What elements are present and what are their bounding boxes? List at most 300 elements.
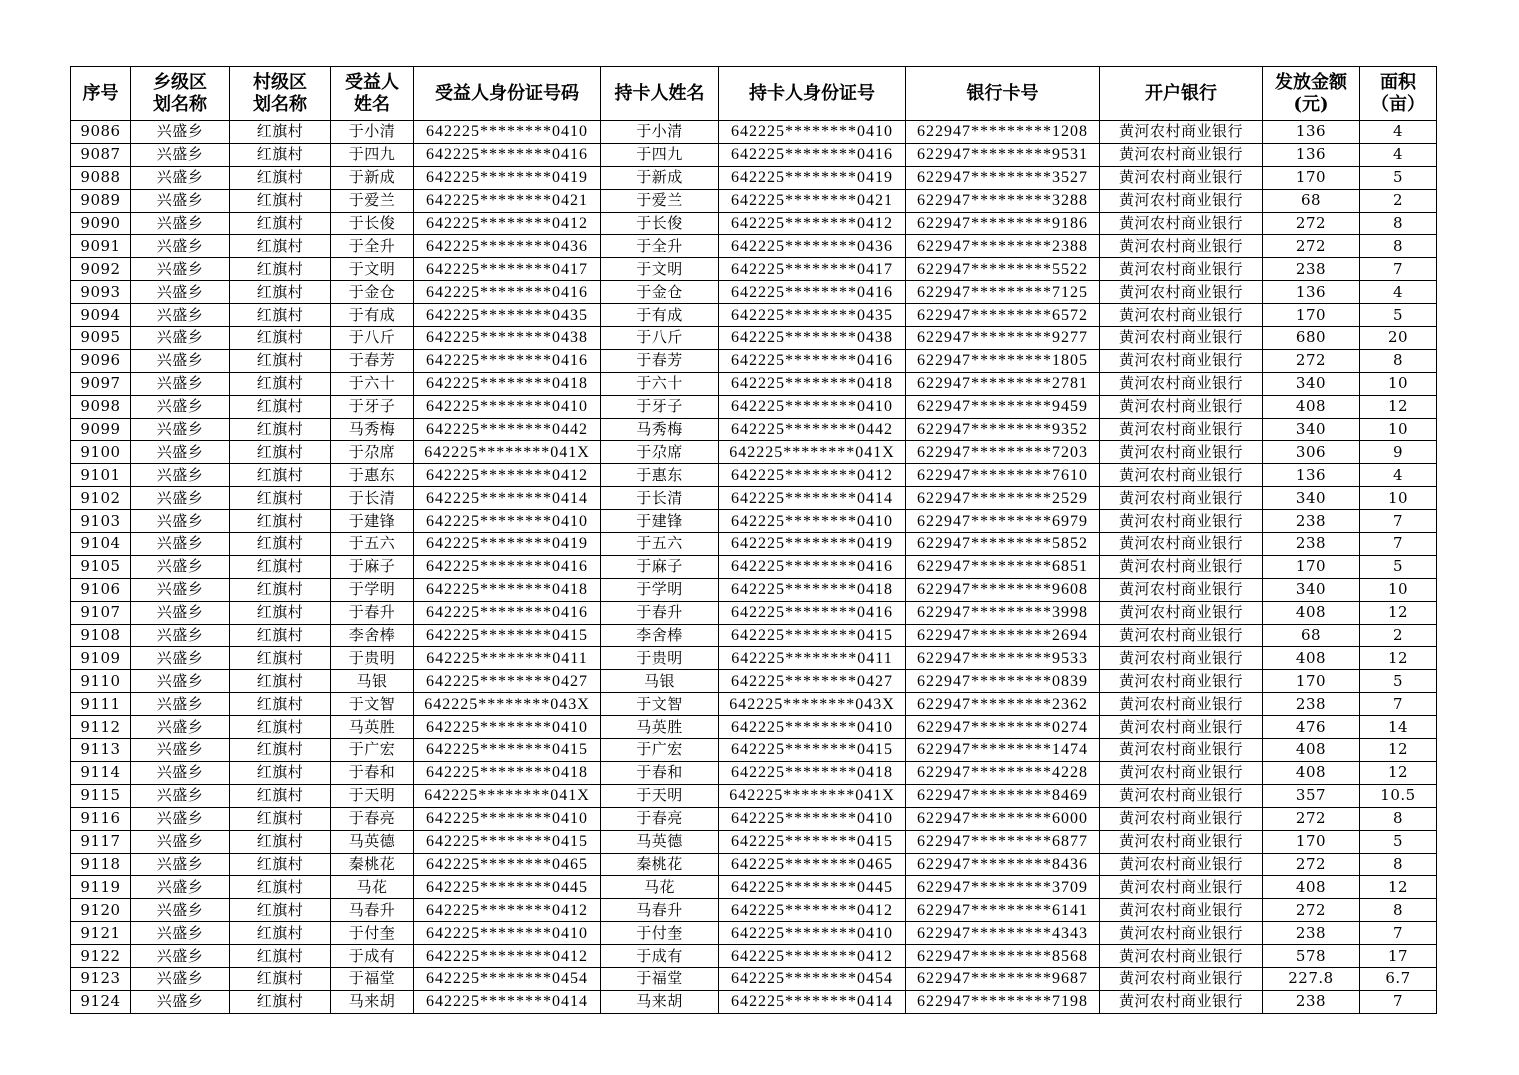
cell-cardholder-id: 642225********0465 — [719, 853, 906, 876]
cell-cardholder-name: 于小清 — [601, 121, 719, 144]
cell-cardholder-id: 642225********0415 — [719, 624, 906, 647]
cell-bank-name: 黄河农村商业银行 — [1100, 441, 1263, 464]
cell-cardholder-id: 642225********0418 — [719, 372, 906, 395]
cell-serial-no: 9116 — [71, 807, 131, 830]
cell-area: 7 — [1360, 533, 1437, 556]
column-header-label: 序号 — [82, 82, 119, 104]
cell-amount: 340 — [1263, 372, 1360, 395]
cell-amount: 340 — [1263, 487, 1360, 510]
cell-amount: 170 — [1263, 670, 1360, 693]
cell-area: 12 — [1360, 739, 1437, 762]
cell-beneficiary-name: 于福堂 — [331, 967, 414, 990]
cell-amount: 136 — [1263, 143, 1360, 166]
cell-cardholder-name: 于五六 — [601, 533, 719, 556]
cell-township: 兴盛乡 — [131, 601, 230, 624]
cell-beneficiary-id: 642225********0411 — [414, 647, 601, 670]
cell-bank-card-no: 622947*********9687 — [906, 967, 1100, 990]
cell-bank-card-no: 622947*********2388 — [906, 235, 1100, 258]
cell-cardholder-name: 马花 — [601, 876, 719, 899]
cell-beneficiary-id: 642225********0410 — [414, 807, 601, 830]
cell-cardholder-name: 于天明 — [601, 784, 719, 807]
cell-area: 7 — [1360, 990, 1437, 1013]
cell-bank-name: 黄河农村商业银行 — [1100, 212, 1263, 235]
cell-township: 兴盛乡 — [131, 143, 230, 166]
cell-township: 兴盛乡 — [131, 876, 230, 899]
cell-beneficiary-name: 于学明 — [331, 578, 414, 601]
column-header — [1263, 67, 1360, 121]
cell-beneficiary-name: 于五六 — [331, 533, 414, 556]
cell-village: 红旗村 — [230, 876, 331, 899]
cell-bank-name: 黄河农村商业银行 — [1100, 189, 1263, 212]
cell-bank-card-no: 622947*********2362 — [906, 693, 1100, 716]
cell-area: 12 — [1360, 601, 1437, 624]
cell-amount: 272 — [1263, 899, 1360, 922]
cell-cardholder-id: 642225********0454 — [719, 967, 906, 990]
cell-amount: 170 — [1263, 555, 1360, 578]
cell-bank-card-no: 622947*********9277 — [906, 327, 1100, 350]
cell-township: 兴盛乡 — [131, 395, 230, 418]
cell-beneficiary-name: 于春亮 — [331, 807, 414, 830]
cell-bank-name: 黄河农村商业银行 — [1100, 578, 1263, 601]
table-row — [71, 166, 1437, 189]
cell-beneficiary-name: 于金仓 — [331, 281, 414, 304]
table-row — [71, 258, 1437, 281]
cell-village: 红旗村 — [230, 693, 331, 716]
cell-amount: 136 — [1263, 464, 1360, 487]
cell-amount: 238 — [1263, 922, 1360, 945]
table-header-row — [71, 67, 1437, 121]
cell-beneficiary-name: 于八斤 — [331, 327, 414, 350]
cell-village: 红旗村 — [230, 235, 331, 258]
table-row — [71, 555, 1437, 578]
cell-beneficiary-id: 642225********0415 — [414, 830, 601, 853]
cell-beneficiary-id: 642225********0445 — [414, 876, 601, 899]
column-header-label: （亩） — [1371, 93, 1425, 115]
cell-area: 5 — [1360, 304, 1437, 327]
cell-cardholder-id: 642225********0414 — [719, 990, 906, 1013]
cell-village: 红旗村 — [230, 281, 331, 304]
cell-beneficiary-id: 642225********041X — [414, 441, 601, 464]
cell-amount: 170 — [1263, 830, 1360, 853]
cell-bank-name: 黄河农村商业银行 — [1100, 670, 1263, 693]
table-row — [71, 510, 1437, 533]
cell-serial-no: 9107 — [71, 601, 131, 624]
cell-cardholder-name: 于广宏 — [601, 739, 719, 762]
cell-area: 4 — [1360, 281, 1437, 304]
cell-bank-name: 黄河农村商业银行 — [1100, 395, 1263, 418]
cell-serial-no: 9111 — [71, 693, 131, 716]
cell-amount: 238 — [1263, 258, 1360, 281]
cell-area: 12 — [1360, 761, 1437, 784]
table-row — [71, 212, 1437, 235]
cell-area: 8 — [1360, 899, 1437, 922]
cell-beneficiary-name: 于尕席 — [331, 441, 414, 464]
cell-cardholder-id: 642225********0410 — [719, 922, 906, 945]
cell-cardholder-id: 642225********0435 — [719, 304, 906, 327]
cell-cardholder-id: 642225********0418 — [719, 761, 906, 784]
cell-beneficiary-id: 642225********0414 — [414, 990, 601, 1013]
cell-area: 5 — [1360, 166, 1437, 189]
cell-bank-name: 黄河农村商业银行 — [1100, 807, 1263, 830]
cell-beneficiary-name: 马来胡 — [331, 990, 414, 1013]
cell-amount: 357 — [1263, 784, 1360, 807]
cell-township: 兴盛乡 — [131, 578, 230, 601]
cell-serial-no: 9112 — [71, 716, 131, 739]
table-row — [71, 349, 1437, 372]
cell-township: 兴盛乡 — [131, 510, 230, 533]
cell-amount: 238 — [1263, 510, 1360, 533]
cell-cardholder-name: 马银 — [601, 670, 719, 693]
cell-serial-no: 9117 — [71, 830, 131, 853]
cell-amount: 238 — [1263, 990, 1360, 1013]
cell-beneficiary-id: 642225********0412 — [414, 899, 601, 922]
cell-serial-no: 9114 — [71, 761, 131, 784]
cell-beneficiary-id: 642225********0410 — [414, 510, 601, 533]
cell-bank-card-no: 622947*********6141 — [906, 899, 1100, 922]
cell-serial-no: 9124 — [71, 990, 131, 1013]
cell-township: 兴盛乡 — [131, 807, 230, 830]
cell-village: 红旗村 — [230, 304, 331, 327]
cell-bank-name: 黄河农村商业银行 — [1100, 372, 1263, 395]
cell-cardholder-id: 642225********0421 — [719, 189, 906, 212]
cell-area: 8 — [1360, 212, 1437, 235]
column-header — [230, 67, 331, 121]
cell-serial-no: 9095 — [71, 327, 131, 350]
cell-beneficiary-id: 642225********0410 — [414, 121, 601, 144]
cell-amount: 476 — [1263, 716, 1360, 739]
cell-village: 红旗村 — [230, 143, 331, 166]
cell-amount: 238 — [1263, 693, 1360, 716]
cell-bank-card-no: 622947*********9533 — [906, 647, 1100, 670]
cell-village: 红旗村 — [230, 647, 331, 670]
cell-area: 5 — [1360, 830, 1437, 853]
cell-beneficiary-id: 642225********0412 — [414, 464, 601, 487]
cell-beneficiary-name: 于小清 — [331, 121, 414, 144]
cell-township: 兴盛乡 — [131, 281, 230, 304]
cell-serial-no: 9123 — [71, 967, 131, 990]
cell-village: 红旗村 — [230, 990, 331, 1013]
cell-bank-card-no: 622947*********6979 — [906, 510, 1100, 533]
column-header — [414, 67, 601, 121]
cell-serial-no: 9087 — [71, 143, 131, 166]
cell-beneficiary-id: 642225********0415 — [414, 739, 601, 762]
cell-township: 兴盛乡 — [131, 899, 230, 922]
cell-township: 兴盛乡 — [131, 830, 230, 853]
cell-village: 红旗村 — [230, 739, 331, 762]
cell-amount: 408 — [1263, 876, 1360, 899]
cell-village: 红旗村 — [230, 784, 331, 807]
cell-beneficiary-id: 642225********0416 — [414, 601, 601, 624]
column-header-label: 受益人 — [345, 71, 399, 93]
cell-cardholder-id: 642225********0416 — [719, 349, 906, 372]
cell-cardholder-id: 642225********0419 — [719, 166, 906, 189]
cell-bank-name: 黄河农村商业银行 — [1100, 899, 1263, 922]
cell-amount: 306 — [1263, 441, 1360, 464]
cell-bank-name: 黄河农村商业银行 — [1100, 693, 1263, 716]
cell-bank-name: 黄河农村商业银行 — [1100, 235, 1263, 258]
cell-beneficiary-name: 于六十 — [331, 372, 414, 395]
cell-area: 17 — [1360, 945, 1437, 968]
cell-bank-card-no: 622947*********1474 — [906, 739, 1100, 762]
cell-bank-name: 黄河农村商业银行 — [1100, 990, 1263, 1013]
cell-cardholder-name: 于长清 — [601, 487, 719, 510]
cell-cardholder-id: 642225********0412 — [719, 212, 906, 235]
cell-beneficiary-id: 642225********0414 — [414, 487, 601, 510]
table-row — [71, 441, 1437, 464]
cell-serial-no: 9118 — [71, 853, 131, 876]
cell-beneficiary-name: 马银 — [331, 670, 414, 693]
cell-cardholder-id: 642225********041X — [719, 441, 906, 464]
cell-serial-no: 9106 — [71, 578, 131, 601]
cell-cardholder-name: 马英胜 — [601, 716, 719, 739]
cell-beneficiary-id: 642225********0418 — [414, 372, 601, 395]
cell-township: 兴盛乡 — [131, 990, 230, 1013]
table-row — [71, 533, 1437, 556]
table-row — [71, 487, 1437, 510]
cell-area: 10.5 — [1360, 784, 1437, 807]
cell-bank-name: 黄河农村商业银行 — [1100, 624, 1263, 647]
cell-cardholder-id: 642225********041X — [719, 784, 906, 807]
cell-beneficiary-id: 642225********0454 — [414, 967, 601, 990]
cell-township: 兴盛乡 — [131, 258, 230, 281]
cell-township: 兴盛乡 — [131, 304, 230, 327]
cell-beneficiary-id: 642225********0412 — [414, 945, 601, 968]
cell-cardholder-id: 642225********0427 — [719, 670, 906, 693]
cell-area: 2 — [1360, 624, 1437, 647]
cell-township: 兴盛乡 — [131, 372, 230, 395]
cell-beneficiary-id: 642225********0442 — [414, 418, 601, 441]
cell-village: 红旗村 — [230, 510, 331, 533]
cell-cardholder-id: 642225********0416 — [719, 601, 906, 624]
cell-township: 兴盛乡 — [131, 327, 230, 350]
cell-bank-card-no: 622947*********9531 — [906, 143, 1100, 166]
column-header-label: 划名称 — [253, 93, 307, 115]
cell-cardholder-name: 于新成 — [601, 166, 719, 189]
cell-serial-no: 9109 — [71, 647, 131, 670]
column-header-label: 乡级区 — [153, 71, 207, 93]
cell-bank-card-no: 622947*********2781 — [906, 372, 1100, 395]
cell-beneficiary-name: 于文智 — [331, 693, 414, 716]
table-row — [71, 395, 1437, 418]
cell-area: 7 — [1360, 922, 1437, 945]
cell-bank-name: 黄河农村商业银行 — [1100, 830, 1263, 853]
cell-serial-no: 9103 — [71, 510, 131, 533]
cell-serial-no: 9099 — [71, 418, 131, 441]
cell-amount: 340 — [1263, 418, 1360, 441]
cell-serial-no: 9108 — [71, 624, 131, 647]
cell-area: 12 — [1360, 395, 1437, 418]
cell-village: 红旗村 — [230, 899, 331, 922]
cell-serial-no: 9102 — [71, 487, 131, 510]
cell-area: 8 — [1360, 807, 1437, 830]
cell-village: 红旗村 — [230, 945, 331, 968]
cell-bank-name: 黄河农村商业银行 — [1100, 876, 1263, 899]
cell-serial-no: 9122 — [71, 945, 131, 968]
table-row — [71, 601, 1437, 624]
cell-bank-card-no: 622947*********4228 — [906, 761, 1100, 784]
cell-cardholder-name: 马秀梅 — [601, 418, 719, 441]
cell-beneficiary-id: 642225********0419 — [414, 533, 601, 556]
column-header-label: 村级区 — [253, 71, 307, 93]
cell-cardholder-id: 642225********0419 — [719, 533, 906, 556]
cell-amount: 340 — [1263, 578, 1360, 601]
cell-cardholder-name: 于爱兰 — [601, 189, 719, 212]
cell-cardholder-name: 马来胡 — [601, 990, 719, 1013]
cell-area: 10 — [1360, 487, 1437, 510]
cell-area: 5 — [1360, 555, 1437, 578]
cell-township: 兴盛乡 — [131, 853, 230, 876]
cell-township: 兴盛乡 — [131, 464, 230, 487]
cell-area: 4 — [1360, 464, 1437, 487]
cell-bank-name: 黄河农村商业银行 — [1100, 349, 1263, 372]
cell-township: 兴盛乡 — [131, 693, 230, 716]
cell-bank-name: 黄河农村商业银行 — [1100, 121, 1263, 144]
cell-amount: 170 — [1263, 304, 1360, 327]
cell-area: 7 — [1360, 258, 1437, 281]
cell-beneficiary-name: 于牙子 — [331, 395, 414, 418]
cell-beneficiary-id: 642225********0418 — [414, 578, 601, 601]
cell-area: 5 — [1360, 670, 1437, 693]
cell-cardholder-id: 642225********0410 — [719, 510, 906, 533]
cell-beneficiary-id: 642225********0421 — [414, 189, 601, 212]
cell-cardholder-id: 642225********0412 — [719, 899, 906, 922]
cell-bank-card-no: 622947*********3288 — [906, 189, 1100, 212]
cell-serial-no: 9110 — [71, 670, 131, 693]
column-header — [1360, 67, 1437, 121]
cell-village: 红旗村 — [230, 258, 331, 281]
cell-cardholder-name: 于福堂 — [601, 967, 719, 990]
table-row — [71, 853, 1437, 876]
cell-beneficiary-id: 642225********0417 — [414, 258, 601, 281]
cell-cardholder-name: 于付奎 — [601, 922, 719, 945]
cell-cardholder-name: 于四九 — [601, 143, 719, 166]
table-row — [71, 876, 1437, 899]
cell-cardholder-id: 642225********0438 — [719, 327, 906, 350]
cell-cardholder-id: 642225********0410 — [719, 395, 906, 418]
cell-beneficiary-name: 于长俊 — [331, 212, 414, 235]
cell-amount: 408 — [1263, 395, 1360, 418]
cell-beneficiary-name: 马英胜 — [331, 716, 414, 739]
cell-township: 兴盛乡 — [131, 189, 230, 212]
cell-serial-no: 9104 — [71, 533, 131, 556]
cell-township: 兴盛乡 — [131, 967, 230, 990]
cell-area: 10 — [1360, 372, 1437, 395]
table-row — [71, 761, 1437, 784]
column-header — [131, 67, 230, 121]
cell-beneficiary-name: 于新成 — [331, 166, 414, 189]
cell-amount: 408 — [1263, 739, 1360, 762]
table-row — [71, 922, 1437, 945]
subsidy-table — [70, 66, 1437, 1014]
cell-beneficiary-id: 642225********0410 — [414, 395, 601, 418]
cell-cardholder-id: 642225********0410 — [719, 121, 906, 144]
cell-amount: 272 — [1263, 807, 1360, 830]
cell-cardholder-id: 642225********0418 — [719, 578, 906, 601]
cell-village: 红旗村 — [230, 189, 331, 212]
table-row — [71, 945, 1437, 968]
table-row — [71, 304, 1437, 327]
column-header-label: 划名称 — [153, 93, 207, 115]
cell-bank-name: 黄河农村商业银行 — [1100, 784, 1263, 807]
cell-amount: 170 — [1263, 166, 1360, 189]
cell-village: 红旗村 — [230, 327, 331, 350]
cell-bank-card-no: 622947*********2694 — [906, 624, 1100, 647]
cell-cardholder-id: 642225********0412 — [719, 945, 906, 968]
table-row — [71, 578, 1437, 601]
cell-township: 兴盛乡 — [131, 166, 230, 189]
cell-village: 红旗村 — [230, 464, 331, 487]
cell-beneficiary-name: 于付奎 — [331, 922, 414, 945]
cell-area: 4 — [1360, 143, 1437, 166]
cell-cardholder-id: 642225********0410 — [719, 716, 906, 739]
cell-bank-card-no: 622947*********1805 — [906, 349, 1100, 372]
cell-township: 兴盛乡 — [131, 349, 230, 372]
cell-area: 20 — [1360, 327, 1437, 350]
column-header — [906, 67, 1100, 121]
cell-beneficiary-id: 642225********0410 — [414, 716, 601, 739]
cell-bank-name: 黄河农村商业银行 — [1100, 487, 1263, 510]
cell-bank-name: 黄河农村商业银行 — [1100, 555, 1263, 578]
cell-amount: 408 — [1263, 761, 1360, 784]
cell-cardholder-name: 于春和 — [601, 761, 719, 784]
cell-township: 兴盛乡 — [131, 212, 230, 235]
cell-cardholder-id: 642225********0442 — [719, 418, 906, 441]
cell-bank-name: 黄河农村商业银行 — [1100, 304, 1263, 327]
cell-cardholder-name: 于春亮 — [601, 807, 719, 830]
cell-bank-card-no: 622947*********6877 — [906, 830, 1100, 853]
cell-cardholder-name: 于尕席 — [601, 441, 719, 464]
cell-village: 红旗村 — [230, 830, 331, 853]
column-header — [601, 67, 719, 121]
cell-amount: 578 — [1263, 945, 1360, 968]
cell-cardholder-name: 于八斤 — [601, 327, 719, 350]
cell-beneficiary-name: 马花 — [331, 876, 414, 899]
cell-bank-name: 黄河农村商业银行 — [1100, 464, 1263, 487]
cell-cardholder-name: 于文明 — [601, 258, 719, 281]
cell-serial-no: 9094 — [71, 304, 131, 327]
cell-beneficiary-id: 642225********0416 — [414, 349, 601, 372]
cell-beneficiary-name: 于春芳 — [331, 349, 414, 372]
cell-township: 兴盛乡 — [131, 555, 230, 578]
cell-bank-name: 黄河农村商业银行 — [1100, 647, 1263, 670]
cell-cardholder-name: 于学明 — [601, 578, 719, 601]
cell-bank-card-no: 622947*********9608 — [906, 578, 1100, 601]
column-header-label: 发放金额 — [1275, 71, 1347, 93]
cell-cardholder-name: 于牙子 — [601, 395, 719, 418]
cell-bank-card-no: 622947*********8568 — [906, 945, 1100, 968]
cell-area: 14 — [1360, 716, 1437, 739]
cell-bank-card-no: 622947*********0274 — [906, 716, 1100, 739]
cell-serial-no: 9088 — [71, 166, 131, 189]
column-header-label: 姓名 — [354, 93, 390, 115]
cell-area: 7 — [1360, 693, 1437, 716]
cell-serial-no: 9119 — [71, 876, 131, 899]
cell-serial-no: 9121 — [71, 922, 131, 945]
table-row — [71, 830, 1437, 853]
table-row — [71, 899, 1437, 922]
table-row — [71, 189, 1437, 212]
cell-bank-card-no: 622947*********8469 — [906, 784, 1100, 807]
cell-bank-name: 黄河农村商业银行 — [1100, 510, 1263, 533]
cell-bank-name: 黄河农村商业银行 — [1100, 716, 1263, 739]
cell-area: 6.7 — [1360, 967, 1437, 990]
cell-village: 红旗村 — [230, 601, 331, 624]
cell-serial-no: 9101 — [71, 464, 131, 487]
cell-amount: 68 — [1263, 189, 1360, 212]
cell-cardholder-name: 于春升 — [601, 601, 719, 624]
column-header-label: 面积 — [1380, 71, 1416, 93]
cell-bank-name: 黄河农村商业银行 — [1100, 601, 1263, 624]
